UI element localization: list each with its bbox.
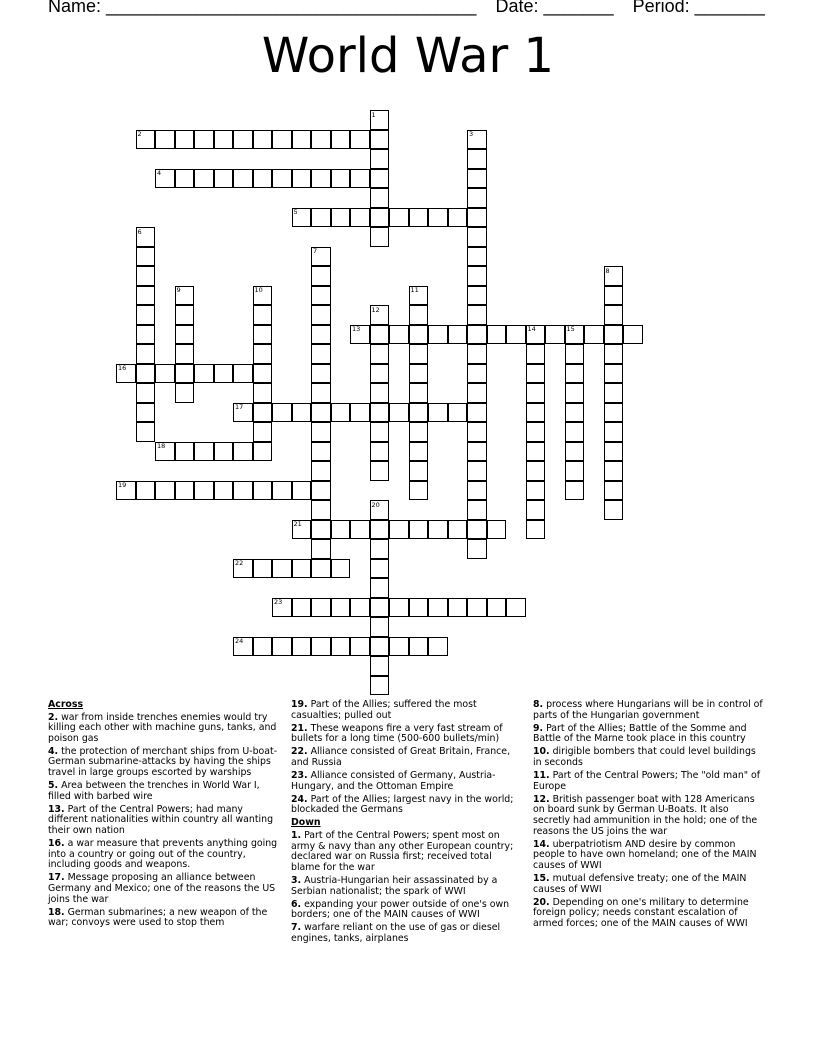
grid-cell[interactable] <box>448 325 468 345</box>
down-heading: Down <box>291 817 321 829</box>
clue-number-15: 15 <box>566 325 575 333</box>
clue-across-16: 16. a war measure that prevents anything going into a country or going out of the country, including goods and weapons. <box>48 838 278 871</box>
grid-cell[interactable] <box>370 559 390 579</box>
grid-cell[interactable] <box>155 481 175 501</box>
grid-cell[interactable] <box>467 325 487 345</box>
grid-cell[interactable] <box>370 110 390 130</box>
clue-across-4: 4. the protection of merchant ships from U-boat-German submarine-attacks by having the ships travel in large groups escorted by warships <box>48 745 278 779</box>
grid-cell[interactable] <box>409 403 429 423</box>
grid-cell[interactable] <box>565 442 585 462</box>
grid-cell[interactable] <box>467 305 487 325</box>
grid-cell[interactable] <box>214 442 234 462</box>
clue-down-3: 3. Austria-Hungarian heir assassinated by a Serbian nationalist; the spark of WWI <box>291 874 498 897</box>
grid-cell[interactable] <box>116 364 136 384</box>
grid-cell[interactable] <box>292 481 312 501</box>
grid-cell[interactable] <box>565 383 585 403</box>
grid-cell[interactable] <box>292 403 312 423</box>
page-title: World War 1 <box>261 28 555 84</box>
clue-down-1: 1. Part of the Central Powers; spent most on army & navy than any other European country; declared war on Russia first; received total blame for the war <box>291 830 514 873</box>
grid-cell[interactable] <box>311 344 331 364</box>
grid-cell[interactable] <box>467 227 487 247</box>
grid-cell[interactable] <box>467 520 487 540</box>
grid-cell[interactable] <box>604 325 624 345</box>
grid-cell[interactable] <box>311 539 331 559</box>
grid-cell[interactable] <box>467 403 487 423</box>
grid-cell[interactable] <box>136 305 156 325</box>
grid-cell[interactable] <box>253 169 273 189</box>
grid-cell[interactable] <box>565 325 585 345</box>
grid-cell[interactable] <box>370 539 390 559</box>
grid-cell[interactable] <box>370 325 390 345</box>
date-blank: _______ <box>543 0 614 16</box>
grid-cell[interactable] <box>253 344 273 364</box>
grid-cell[interactable] <box>604 461 624 481</box>
grid-cell[interactable] <box>370 598 390 618</box>
clue-number-14: 14 <box>527 325 536 333</box>
grid-cell[interactable] <box>409 637 429 657</box>
grid-cell[interactable] <box>506 325 526 345</box>
clue-number-7: 7 <box>313 247 318 255</box>
grid-cell[interactable] <box>292 520 312 540</box>
grid-cell[interactable] <box>604 364 624 384</box>
grid-cell[interactable] <box>409 208 429 228</box>
grid-cell[interactable] <box>272 130 292 150</box>
period-label: Period: <box>632 0 690 16</box>
grid-cell[interactable] <box>350 208 370 228</box>
grid-cell[interactable] <box>136 383 156 403</box>
grid-cell[interactable] <box>311 481 331 501</box>
clue-number-10: 10 <box>254 286 263 294</box>
clue-across-24: 24. Part of the Allies; largest navy in the world; blockaded the Germans <box>291 793 514 816</box>
grid-cell[interactable] <box>409 364 429 384</box>
grid-cell[interactable] <box>233 559 253 579</box>
grid-cell[interactable] <box>623 325 643 345</box>
grid-cell[interactable] <box>311 637 331 657</box>
grid-cell[interactable] <box>370 656 390 676</box>
clue-number-16: 16 <box>118 364 127 372</box>
grid-cell[interactable] <box>584 325 604 345</box>
clue-number-8: 8 <box>605 266 610 275</box>
grid-cell[interactable] <box>604 481 624 501</box>
grid-cell[interactable] <box>155 364 175 384</box>
grid-cell[interactable] <box>604 383 624 403</box>
grid-cell[interactable] <box>565 403 585 423</box>
grid-cell[interactable] <box>331 169 351 189</box>
grid-cell[interactable] <box>311 286 331 306</box>
grid-cell[interactable] <box>253 481 273 501</box>
clue-number-20: 20 <box>371 500 380 509</box>
grid-cell[interactable] <box>311 325 331 345</box>
grid-cell[interactable] <box>428 325 448 345</box>
grid-cell[interactable] <box>370 403 390 423</box>
grid-cell[interactable] <box>253 364 273 384</box>
grid-cell[interactable] <box>175 325 195 345</box>
grid-cell[interactable] <box>194 442 214 462</box>
grid-cell[interactable] <box>448 208 468 228</box>
grid-cell[interactable] <box>311 422 331 442</box>
grid-cell[interactable] <box>331 130 351 150</box>
grid-cell[interactable] <box>565 461 585 481</box>
grid-cell[interactable] <box>331 637 351 657</box>
grid-cell[interactable] <box>214 169 234 189</box>
clues-column-1 <box>48 700 280 931</box>
grid-cell[interactable] <box>370 130 390 150</box>
grid-cell[interactable] <box>253 305 273 325</box>
clue-across-18: 18. German submarines; a new weapon of the war; convoys were used to stop them <box>48 906 268 929</box>
grid-cell[interactable] <box>311 305 331 325</box>
grid-cell[interactable] <box>292 637 312 657</box>
grid-cell[interactable] <box>448 520 468 540</box>
grid-cell[interactable] <box>526 344 546 364</box>
grid-cell[interactable] <box>370 461 390 481</box>
grid-cell[interactable] <box>409 422 429 442</box>
grid-cell[interactable] <box>409 344 429 364</box>
grid-cell[interactable] <box>292 169 312 189</box>
grid-cell[interactable] <box>409 325 429 345</box>
grid-cell[interactable] <box>604 286 624 306</box>
grid-cell[interactable] <box>467 344 487 364</box>
grid-cell[interactable] <box>526 520 546 540</box>
grid-cell[interactable] <box>467 286 487 306</box>
grid-cell[interactable] <box>116 481 136 501</box>
grid-cell[interactable] <box>331 559 351 579</box>
grid-cell[interactable] <box>233 442 253 462</box>
grid-cell[interactable] <box>604 266 624 286</box>
grid-cell[interactable] <box>311 500 331 520</box>
grid-cell[interactable] <box>428 208 448 228</box>
period-blank: _______ <box>694 0 765 16</box>
clue-number-13: 13 <box>352 325 361 333</box>
grid-cell[interactable] <box>389 325 409 345</box>
clue-down-6: 6. expanding your power outside of one's own borders; one of the MAIN causes of WWI <box>291 898 510 921</box>
clue-across-13: 13. Part of the Central Powers; had many different nationalities within country all wanting their own nation <box>48 803 274 837</box>
clue-across-19: 19. Part of the Allies; suffered the most casualties; pulled out <box>291 699 477 721</box>
grid-cell[interactable] <box>467 598 487 618</box>
grid-cell[interactable] <box>350 325 370 345</box>
grid-cell[interactable] <box>311 461 331 481</box>
clue-number-2: 2 <box>137 130 142 138</box>
grid-cell[interactable] <box>526 383 546 403</box>
grid-cell[interactable] <box>350 598 370 618</box>
grid-cell[interactable] <box>331 598 351 618</box>
grid-cell[interactable] <box>214 364 234 384</box>
grid-cell[interactable] <box>370 169 390 189</box>
grid-cell[interactable] <box>370 500 390 520</box>
grid-cell[interactable] <box>350 403 370 423</box>
grid-cell[interactable] <box>526 481 546 501</box>
grid-cell[interactable] <box>389 208 409 228</box>
grid-cell[interactable] <box>292 130 312 150</box>
grid-cell[interactable] <box>272 481 292 501</box>
grid-cell[interactable] <box>389 520 409 540</box>
clue-down-10: 10. dirigible bombers that could level buildings in seconds <box>533 746 756 768</box>
grid-cell[interactable] <box>565 481 585 501</box>
clue-down-14: 14. uberpatriotism AND desire by common people to have own homeland; one of the MAIN causes of WWI <box>533 838 757 871</box>
grid-cell[interactable] <box>370 208 390 228</box>
grid-cell[interactable] <box>331 208 351 228</box>
grid-cell[interactable] <box>526 364 546 384</box>
grid-cell[interactable] <box>253 403 273 423</box>
grid-cell[interactable] <box>175 344 195 364</box>
clue-across-2: 2. war from inside trenches enemies would try killing each other with machine guns, tanks, and poison gas <box>48 711 277 744</box>
grid-cell[interactable] <box>311 266 331 286</box>
grid-cell[interactable] <box>526 422 546 442</box>
grid-cell[interactable] <box>565 364 585 384</box>
grid-cell[interactable] <box>409 598 429 618</box>
clue-number-6: 6 <box>137 227 142 236</box>
grid-cell[interactable] <box>604 500 624 520</box>
grid-cell[interactable] <box>253 130 273 150</box>
grid-cell[interactable] <box>272 169 292 189</box>
clue-number-23: 23 <box>274 598 283 606</box>
grid-cell[interactable] <box>136 364 156 384</box>
clues-column-3 <box>533 700 765 932</box>
grid-cell[interactable] <box>214 130 234 150</box>
grid-cell[interactable] <box>136 403 156 423</box>
grid-cell[interactable] <box>136 325 156 345</box>
grid-cell[interactable] <box>370 422 390 442</box>
grid-cell[interactable] <box>370 305 390 325</box>
grid-cell[interactable] <box>233 637 253 657</box>
grid-cell[interactable] <box>370 617 390 637</box>
grid-cell[interactable] <box>292 598 312 618</box>
grid-cell[interactable] <box>389 598 409 618</box>
grid-cell[interactable] <box>253 383 273 403</box>
grid-cell[interactable] <box>467 481 487 501</box>
grid-cell[interactable] <box>136 422 156 442</box>
grid-cell[interactable] <box>506 598 526 618</box>
grid-cell[interactable] <box>175 286 195 306</box>
clue-number-17: 17 <box>235 403 244 411</box>
grid-cell[interactable] <box>272 598 292 618</box>
grid-cell[interactable] <box>311 403 331 423</box>
grid-cell[interactable] <box>467 461 487 481</box>
grid-cell[interactable] <box>428 637 448 657</box>
grid-cell[interactable] <box>311 520 331 540</box>
grid-cell[interactable] <box>467 539 487 559</box>
grid-cell[interactable] <box>311 559 331 579</box>
grid-cell[interactable] <box>409 305 429 325</box>
grid-cell[interactable] <box>370 149 390 169</box>
grid-cell[interactable] <box>467 247 487 267</box>
grid-cell[interactable] <box>409 383 429 403</box>
grid-cell[interactable] <box>194 364 214 384</box>
grid-cell[interactable] <box>194 481 214 501</box>
grid-cell[interactable] <box>428 520 448 540</box>
grid-cell[interactable] <box>428 598 448 618</box>
grid-cell[interactable] <box>350 130 370 150</box>
clue-across-23: 23. Alliance consisted of Germany, Austria-Hungary, and the Ottoman Empire <box>291 770 496 792</box>
grid-cell[interactable] <box>409 461 429 481</box>
grid-cell[interactable] <box>487 520 507 540</box>
grid-cell[interactable] <box>175 442 195 462</box>
grid-cell[interactable] <box>233 169 253 189</box>
grid-cell[interactable] <box>194 169 214 189</box>
clue-across-21: 21. These weapons fire a very fast stream of bullets for a long time (500-600 bullets/min) <box>291 722 503 745</box>
grid-cell[interactable] <box>311 364 331 384</box>
grid-cell[interactable] <box>565 344 585 364</box>
grid-cell[interactable] <box>311 130 331 150</box>
grid-cell[interactable] <box>175 130 195 150</box>
grid-cell[interactable] <box>526 500 546 520</box>
clue-number-11: 11 <box>410 286 419 294</box>
grid-cell[interactable] <box>233 130 253 150</box>
grid-cell[interactable] <box>370 383 390 403</box>
clue-number-9: 9 <box>176 286 181 294</box>
grid-cell[interactable] <box>467 188 487 208</box>
grid-cell[interactable] <box>253 559 273 579</box>
grid-cell[interactable] <box>311 169 331 189</box>
grid-cell[interactable] <box>155 169 175 189</box>
grid-cell[interactable] <box>526 403 546 423</box>
grid-cell[interactable] <box>350 637 370 657</box>
grid-cell[interactable] <box>409 442 429 462</box>
grid-cell[interactable] <box>350 520 370 540</box>
grid-cell[interactable] <box>467 149 487 169</box>
grid-cell[interactable] <box>233 403 253 423</box>
grid-cell[interactable] <box>467 266 487 286</box>
grid-cell[interactable] <box>448 598 468 618</box>
grid-cell[interactable] <box>526 325 546 345</box>
grid-cell[interactable] <box>136 227 156 247</box>
grid-cell[interactable] <box>467 130 487 150</box>
clue-across-5: 5. Area between the trenches in World War I, filled with barbed wire <box>48 780 260 802</box>
grid-cell[interactable] <box>604 442 624 462</box>
grid-cell[interactable] <box>175 481 195 501</box>
grid-cell[interactable] <box>253 286 273 306</box>
grid-cell[interactable] <box>311 598 331 618</box>
grid-cell[interactable] <box>253 442 273 462</box>
grid-cell[interactable] <box>565 422 585 442</box>
clue-across-22: 22. Alliance consisted of Great Britain, France, and Russia <box>291 746 511 768</box>
clue-down-20: 20. Depending on one's military to determine foreign policy; needs constant escalation of armed forces; one of the MAIN causes of WWI <box>533 896 749 929</box>
grid-cell[interactable] <box>272 403 292 423</box>
grid-cell[interactable] <box>292 208 312 228</box>
clue-number-24: 24 <box>235 637 244 645</box>
grid-cell[interactable] <box>467 169 487 189</box>
grid-cell[interactable] <box>175 383 195 403</box>
grid-cell[interactable] <box>331 403 351 423</box>
clue-number-18: 18 <box>157 442 166 450</box>
grid-cell[interactable] <box>604 305 624 325</box>
grid-cell[interactable] <box>136 286 156 306</box>
grid-cell[interactable] <box>428 403 448 423</box>
grid-cell[interactable] <box>604 344 624 364</box>
grid-cell[interactable] <box>370 227 390 247</box>
grid-cell[interactable] <box>467 383 487 403</box>
grid-cell[interactable] <box>233 364 253 384</box>
grid-cell[interactable] <box>233 481 253 501</box>
grid-cell[interactable] <box>545 325 565 345</box>
clue-number-3: 3 <box>469 130 474 138</box>
grid-cell[interactable] <box>370 364 390 384</box>
grid-cell[interactable] <box>136 481 156 501</box>
grid-cell[interactable] <box>370 578 390 598</box>
clue-number-21: 21 <box>293 520 302 528</box>
name-blank: _____________________________________ <box>106 0 477 16</box>
grid-cell[interactable] <box>370 344 390 364</box>
grid-cell[interactable] <box>136 266 156 286</box>
clue-number-4: 4 <box>157 169 162 177</box>
grid-cell[interactable] <box>409 286 429 306</box>
clue-down-11: 11. Part of the Central Powers; The "old man" of Europe <box>533 770 761 792</box>
clue-number-22: 22 <box>235 559 244 567</box>
date-label: Date: <box>495 0 539 16</box>
grid-cell[interactable] <box>448 403 468 423</box>
grid-cell[interactable] <box>604 422 624 442</box>
grid-cell[interactable] <box>370 520 390 540</box>
grid-cell[interactable] <box>253 422 273 442</box>
grid-cell[interactable] <box>253 637 273 657</box>
clue-number-19: 19 <box>118 481 127 489</box>
grid-cell[interactable] <box>370 637 390 657</box>
grid-cell[interactable] <box>409 520 429 540</box>
grid-cell[interactable] <box>370 442 390 462</box>
grid-cell[interactable] <box>389 637 409 657</box>
grid-cell[interactable] <box>467 442 487 462</box>
grid-cell[interactable] <box>214 481 234 501</box>
grid-cell[interactable] <box>467 364 487 384</box>
name-label: Name: <box>48 0 102 16</box>
grid-cell[interactable] <box>331 520 351 540</box>
clue-number-12: 12 <box>371 305 380 314</box>
grid-cell[interactable] <box>467 208 487 228</box>
grid-cell[interactable] <box>467 422 487 442</box>
grid-cell[interactable] <box>194 130 214 150</box>
grid-cell[interactable] <box>389 403 409 423</box>
grid-cell[interactable] <box>467 500 487 520</box>
grid-cell[interactable] <box>409 481 429 501</box>
grid-cell[interactable] <box>272 559 292 579</box>
clue-down-15: 15. mutual defensive treaty; one of the MAIN causes of WWI <box>533 872 747 895</box>
grid-cell[interactable] <box>136 247 156 267</box>
grid-cell[interactable] <box>136 344 156 364</box>
clue-down-8: 8. process where Hungarians will be in control of parts of the Hungarian government <box>533 699 763 721</box>
grid-cell[interactable] <box>526 461 546 481</box>
clue-down-7: 7. warfare reliant on the use of gas or diesel engines, tanks, airplanes <box>291 922 501 944</box>
grid-cell[interactable] <box>370 676 390 696</box>
clue-down-12: 12. British passenger boat with 128 Americans on board sunk by German U-Boats. It also secretly had ammunition in the hold; one of the reasons the US joins the war <box>533 793 758 837</box>
grid-cell[interactable] <box>272 637 292 657</box>
grid-cell[interactable] <box>311 247 331 267</box>
clue-number-1: 1 <box>371 110 376 119</box>
grid-cell[interactable] <box>311 383 331 403</box>
grid-cell[interactable] <box>175 169 195 189</box>
clue-number-5: 5 <box>293 208 298 216</box>
grid-cell[interactable] <box>175 305 195 325</box>
grid-cell[interactable] <box>487 325 507 345</box>
grid-cell[interactable] <box>350 169 370 189</box>
grid-cell[interactable] <box>175 364 195 384</box>
grid-cell[interactable] <box>487 598 507 618</box>
grid-cell[interactable] <box>292 559 312 579</box>
grid-cell[interactable] <box>526 442 546 462</box>
grid-cell[interactable] <box>370 188 390 208</box>
grid-cell[interactable] <box>604 403 624 423</box>
grid-cell[interactable] <box>311 442 331 462</box>
clue-across-17: 17. Message proposing an alliance between Germany and Mexico; one of the reasons the US joins the war <box>48 872 276 905</box>
across-heading: Across <box>48 699 84 710</box>
grid-cell[interactable] <box>311 208 331 228</box>
clue-down-9: 9. Part of the Allies; Battle of the Somme and Battle of the Marne took place in this country <box>533 722 747 745</box>
grid-cell[interactable] <box>253 325 273 345</box>
clues-column-2 <box>291 700 523 947</box>
grid-cell[interactable] <box>155 130 175 150</box>
grid-cell[interactable] <box>136 130 156 150</box>
grid-cell[interactable] <box>155 442 175 462</box>
